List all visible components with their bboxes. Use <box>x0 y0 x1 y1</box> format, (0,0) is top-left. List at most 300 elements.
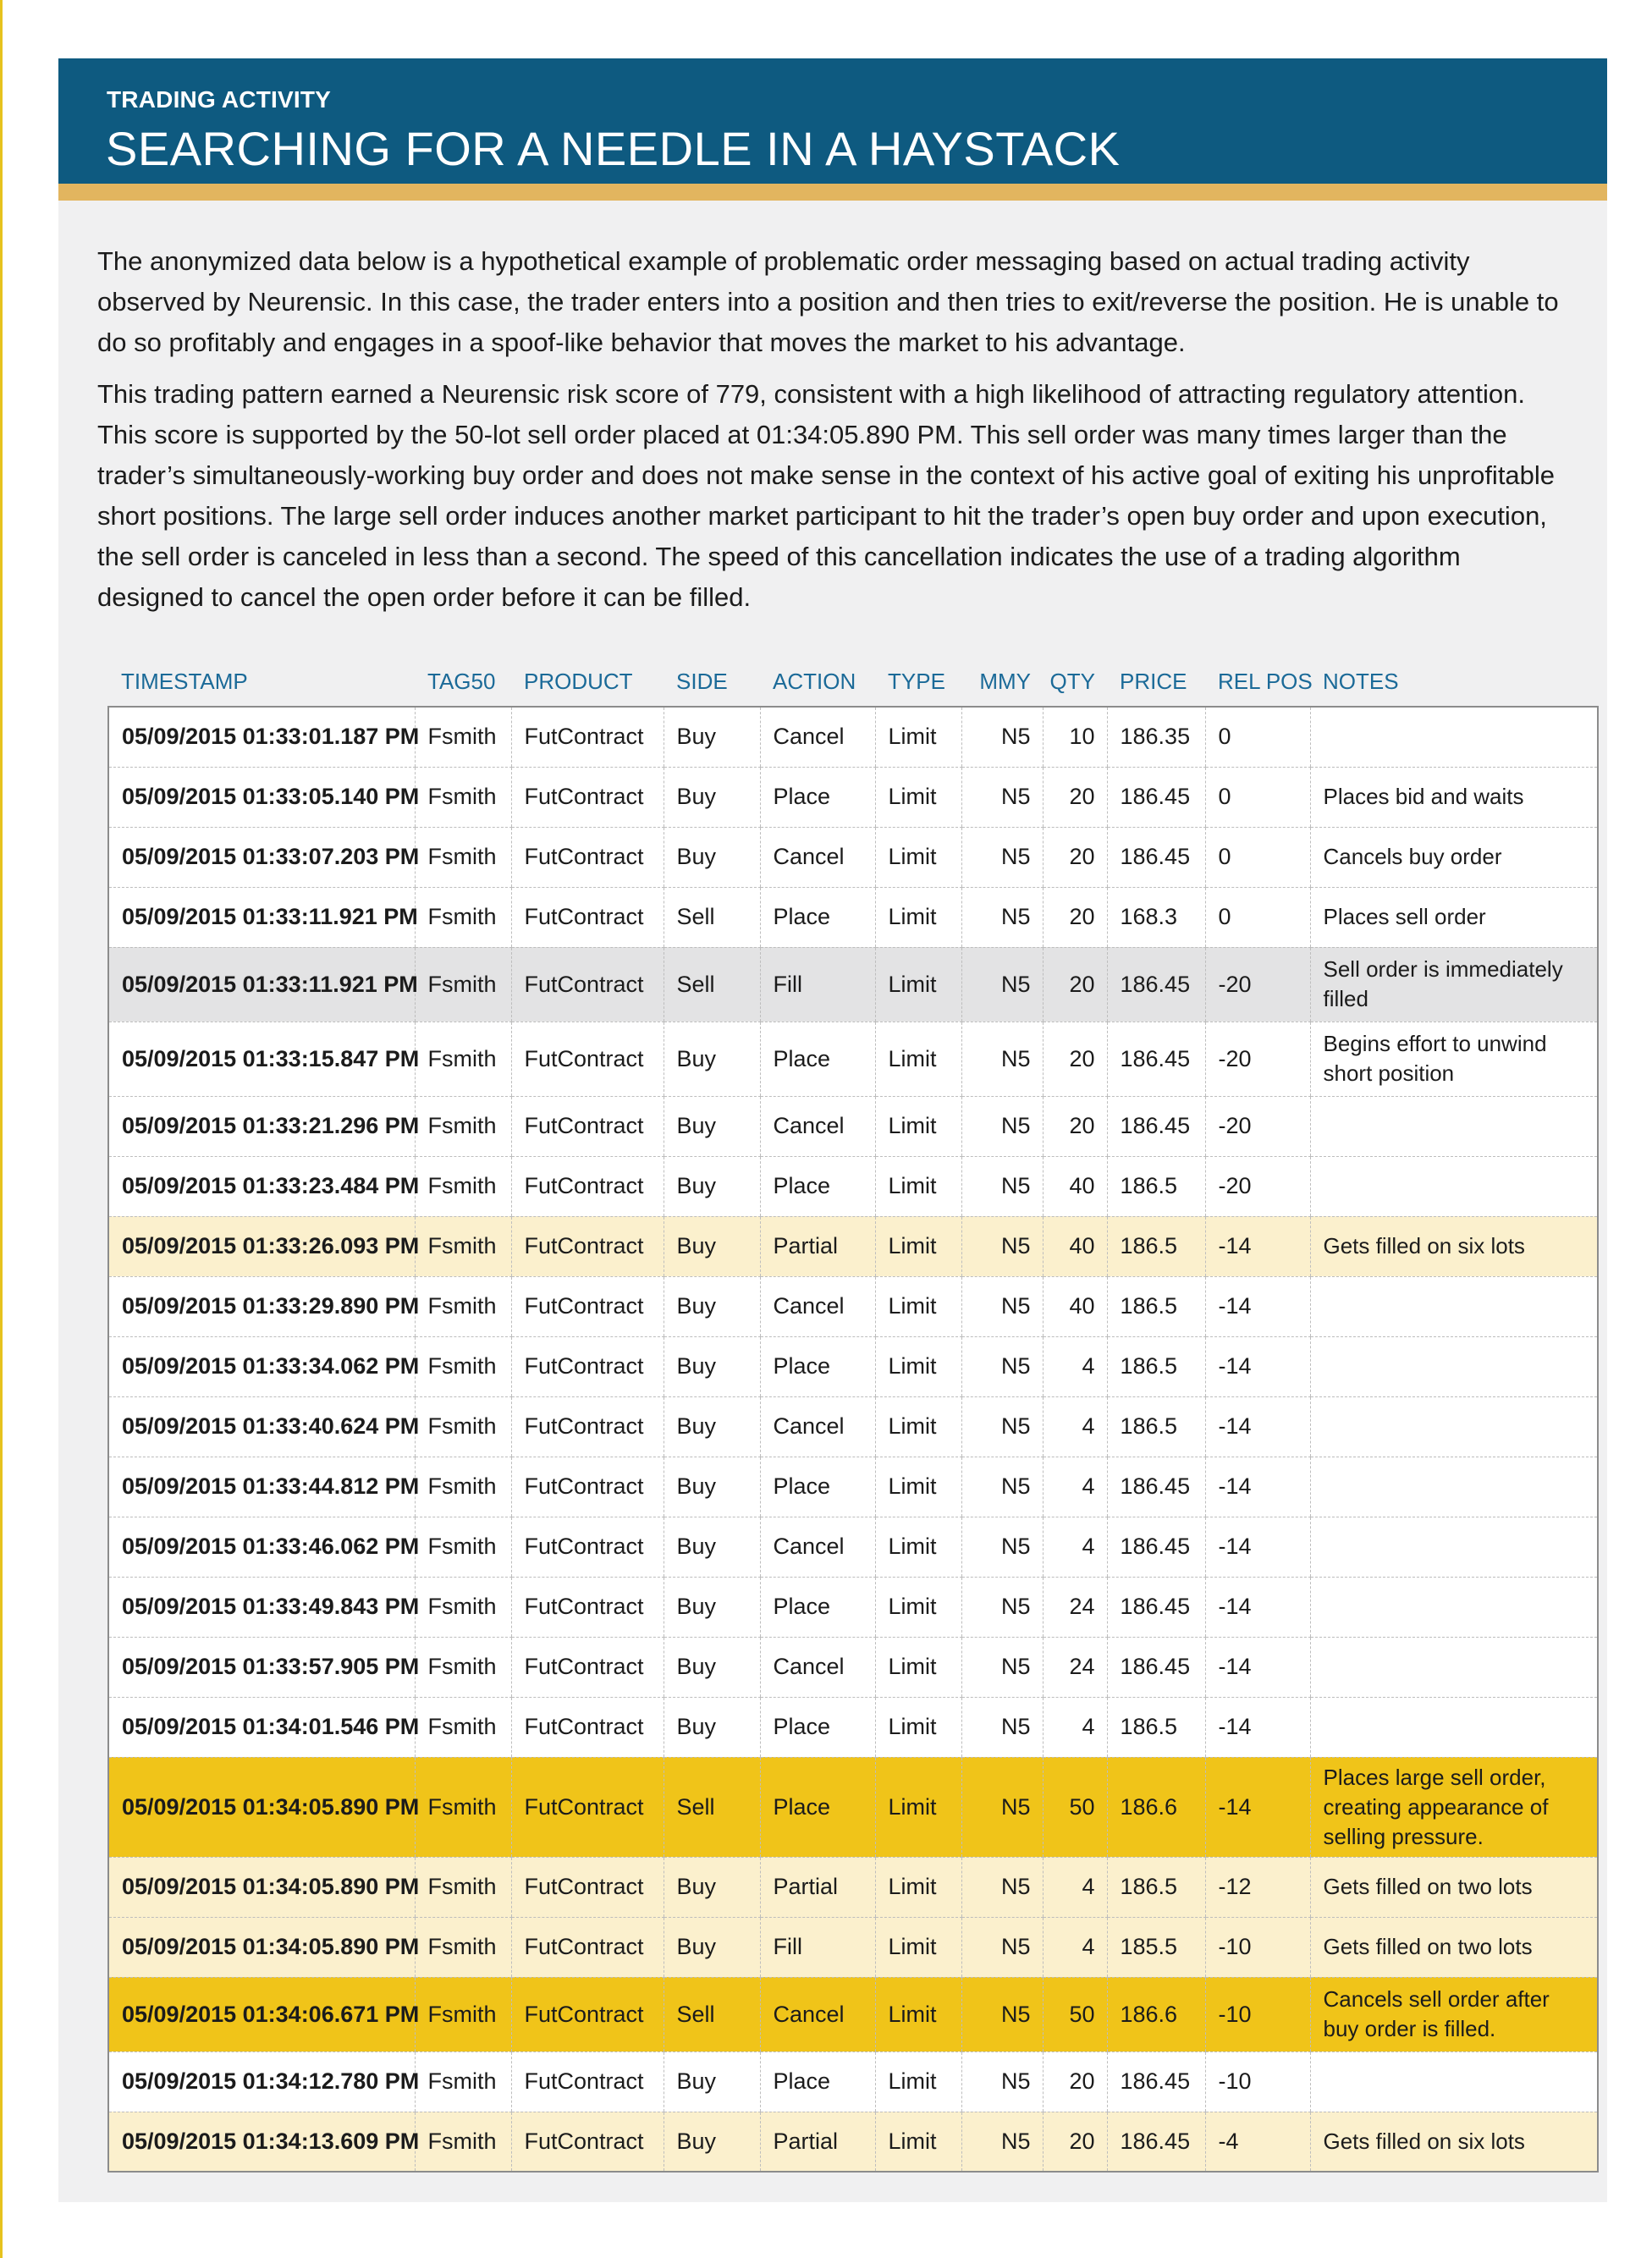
cell-timestamp: 05/09/2015 01:34:13.609 PM <box>108 2112 415 2172</box>
cell-mmy: N5 <box>961 1336 1043 1396</box>
cell-notes <box>1310 1396 1598 1457</box>
table-row <box>108 1156 1598 1216</box>
cell-action: Place <box>760 2051 875 2112</box>
cell-qty: 20 <box>1043 767 1107 827</box>
cell-mmy: N5 <box>961 1757 1043 1857</box>
cell-notes: Sell order is immediately filled <box>1310 947 1598 1022</box>
intro-paragraph-1: The anonymized data below is a hypothetical example of problematic order messaging based on actual trading activity observed by Neurensic. In this case, the trader enters into a position and then tries to exit/reverse the position. He is unable to do so profitably and engages in a spoof-like behavior that moves the market to his advantage. <box>97 246 1559 357</box>
cell-side: Buy <box>664 1637 760 1697</box>
cell-action: Place <box>760 887 875 947</box>
cell-rel-pos: -14 <box>1205 1757 1310 1857</box>
cell-action: Partial <box>760 2112 875 2172</box>
cell-mmy: N5 <box>961 1697 1043 1757</box>
table-row <box>108 767 1598 827</box>
col-header-notes: NOTES <box>1323 668 1399 694</box>
cell-product: FutContract <box>511 827 664 887</box>
cell-notes <box>1310 1457 1598 1517</box>
cell-product: FutContract <box>511 767 664 827</box>
cell-notes: Gets filled on two lots <box>1310 1857 1598 1917</box>
cell-product: FutContract <box>511 1022 664 1096</box>
col-header-qty: QTY <box>1049 668 1095 694</box>
cell-type: Limit <box>875 1917 961 1977</box>
table-row <box>108 947 1598 1022</box>
cell-product: FutContract <box>511 1096 664 1156</box>
cell-side: Buy <box>664 1857 760 1917</box>
table-body <box>108 707 1598 2172</box>
cell-price: 186.5 <box>1107 1697 1205 1757</box>
cell-timestamp: 05/09/2015 01:33:21.296 PM <box>108 1096 415 1156</box>
cell-rel-pos: -20 <box>1205 1156 1310 1216</box>
cell-qty: 40 <box>1043 1156 1107 1216</box>
cell-side: Buy <box>664 1156 760 1216</box>
cell-qty: 20 <box>1043 1096 1107 1156</box>
table-row <box>108 1216 1598 1276</box>
cell-product: FutContract <box>511 2051 664 2112</box>
cell-price: 186.5 <box>1107 1857 1205 1917</box>
cell-product: FutContract <box>511 947 664 1022</box>
cell-notes: Gets filled on six lots <box>1310 2112 1598 2172</box>
cell-product: FutContract <box>511 1156 664 1216</box>
cell-product: FutContract <box>511 1336 664 1396</box>
table-row <box>108 1697 1598 1757</box>
cell-timestamp: 05/09/2015 01:34:05.890 PM <box>108 1857 415 1917</box>
cell-mmy: N5 <box>961 1022 1043 1096</box>
cell-price: 185.5 <box>1107 1917 1205 1977</box>
cell-timestamp: 05/09/2015 01:33:49.843 PM <box>108 1577 415 1637</box>
cell-rel-pos: -14 <box>1205 1336 1310 1396</box>
cell-price: 186.45 <box>1107 2112 1205 2172</box>
cell-action: Cancel <box>760 1637 875 1697</box>
cell-price: 186.5 <box>1107 1396 1205 1457</box>
cell-timestamp: 05/09/2015 01:34:12.780 PM <box>108 2051 415 2112</box>
cell-type: Limit <box>875 1096 961 1156</box>
cell-side: Buy <box>664 2051 760 2112</box>
cell-rel-pos: 0 <box>1205 707 1310 767</box>
cell-product: FutContract <box>511 1857 664 1917</box>
header-stripe <box>58 184 1607 201</box>
cell-qty: 4 <box>1043 1517 1107 1577</box>
cell-tag50: Fsmith <box>415 827 511 887</box>
cell-mmy: N5 <box>961 1857 1043 1917</box>
intro-paragraph-2: This trading pattern earned a Neurensic risk score of 779, consistent with a high likelihood of attracting regulatory attention. This score is supported by the 50-lot sell order placed at 01:34:05.890 PM. This sell order was many times larger than the trader’s simultaneously-working buy order and does not make sense in the context of his active goal of exiting his unprofitable short positions. The large sell order induces another market participant to hit the trader’s open buy order and upon execution, the sell order is canceled in less than a second. The speed of this cancellation indicates the use of a trading algorithm designed to cancel the open order before it can be filled. <box>97 379 1556 612</box>
cell-mmy: N5 <box>961 887 1043 947</box>
cell-qty: 20 <box>1043 2051 1107 2112</box>
cell-timestamp: 05/09/2015 01:34:05.890 PM <box>108 1917 415 1977</box>
cell-mmy: N5 <box>961 947 1043 1022</box>
cell-timestamp: 05/09/2015 01:33:46.062 PM <box>108 1517 415 1577</box>
table-row <box>108 1096 1598 1156</box>
cell-rel-pos: -14 <box>1205 1517 1310 1577</box>
cell-type: Limit <box>875 1517 961 1577</box>
cell-timestamp: 05/09/2015 01:33:26.093 PM <box>108 1216 415 1276</box>
cell-rel-pos: -14 <box>1205 1276 1310 1336</box>
cell-notes <box>1310 1276 1598 1336</box>
cell-notes: Places large sell order, creating appearance of selling pressure. <box>1310 1757 1598 1857</box>
intro-text <box>97 241 1574 629</box>
cell-qty: 20 <box>1043 947 1107 1022</box>
col-header-type: TYPE <box>888 668 945 694</box>
cell-mmy: N5 <box>961 1457 1043 1517</box>
cell-side: Buy <box>664 827 760 887</box>
cell-product: FutContract <box>511 707 664 767</box>
cell-notes <box>1310 2051 1598 2112</box>
cell-price: 186.5 <box>1107 1336 1205 1396</box>
cell-type: Limit <box>875 1637 961 1697</box>
cell-rel-pos: 0 <box>1205 827 1310 887</box>
cell-tag50: Fsmith <box>415 1396 511 1457</box>
col-header-tag50: TAG50 <box>427 668 496 694</box>
table-row <box>108 887 1598 947</box>
cell-action: Partial <box>760 1216 875 1276</box>
cell-price: 186.45 <box>1107 1637 1205 1697</box>
cell-tag50: Fsmith <box>415 1156 511 1216</box>
cell-price: 186.45 <box>1107 1022 1205 1096</box>
cell-rel-pos: 0 <box>1205 887 1310 947</box>
table-row <box>108 707 1598 767</box>
cell-rel-pos: -10 <box>1205 1917 1310 1977</box>
cell-product: FutContract <box>511 1757 664 1857</box>
cell-qty: 40 <box>1043 1216 1107 1276</box>
cell-mmy: N5 <box>961 1396 1043 1457</box>
cell-mmy: N5 <box>961 2051 1043 2112</box>
cell-timestamp: 05/09/2015 01:34:01.546 PM <box>108 1697 415 1757</box>
cell-qty: 4 <box>1043 1336 1107 1396</box>
cell-tag50: Fsmith <box>415 2112 511 2172</box>
cell-action: Place <box>760 1336 875 1396</box>
cell-type: Limit <box>875 1022 961 1096</box>
cell-qty: 20 <box>1043 1022 1107 1096</box>
cell-timestamp: 05/09/2015 01:33:34.062 PM <box>108 1336 415 1396</box>
cell-mmy: N5 <box>961 1517 1043 1577</box>
cell-notes: Places bid and waits <box>1310 767 1598 827</box>
cell-tag50: Fsmith <box>415 2051 511 2112</box>
cell-side: Buy <box>664 1697 760 1757</box>
cell-qty: 50 <box>1043 1977 1107 2051</box>
table-row <box>108 827 1598 887</box>
trading-activity-table <box>107 657 1599 2173</box>
cell-timestamp: 05/09/2015 01:33:40.624 PM <box>108 1396 415 1457</box>
cell-type: Limit <box>875 1757 961 1857</box>
cell-rel-pos: -14 <box>1205 1637 1310 1697</box>
cell-tag50: Fsmith <box>415 887 511 947</box>
col-header-price: PRICE <box>1120 668 1187 694</box>
cell-price: 186.6 <box>1107 1757 1205 1857</box>
cell-action: Place <box>760 767 875 827</box>
cell-side: Sell <box>664 1977 760 2051</box>
cell-tag50: Fsmith <box>415 767 511 827</box>
table-row <box>108 1757 1598 1857</box>
cell-side: Sell <box>664 947 760 1022</box>
section-header <box>58 58 1607 184</box>
section-kicker: TRADING ACTIVITY <box>107 86 332 113</box>
cell-rel-pos: -14 <box>1205 1697 1310 1757</box>
cell-type: Limit <box>875 1156 961 1216</box>
col-header-rel-pos: REL POS <box>1218 668 1313 694</box>
cell-tag50: Fsmith <box>415 1697 511 1757</box>
cell-tag50: Fsmith <box>415 1977 511 2051</box>
cell-qty: 20 <box>1043 827 1107 887</box>
table-row <box>108 1457 1598 1517</box>
cell-product: FutContract <box>511 1457 664 1517</box>
cell-type: Limit <box>875 707 961 767</box>
cell-type: Limit <box>875 767 961 827</box>
cell-side: Buy <box>664 1216 760 1276</box>
table-row <box>108 2051 1598 2112</box>
cell-timestamp: 05/09/2015 01:33:01.187 PM <box>108 707 415 767</box>
cell-tag50: Fsmith <box>415 1517 511 1577</box>
cell-tag50: Fsmith <box>415 947 511 1022</box>
cell-rel-pos: -14 <box>1205 1457 1310 1517</box>
cell-side: Buy <box>664 1457 760 1517</box>
cell-notes <box>1310 1637 1598 1697</box>
cell-price: 186.35 <box>1107 707 1205 767</box>
cell-qty: 50 <box>1043 1757 1107 1857</box>
cell-product: FutContract <box>511 1396 664 1457</box>
cell-action: Place <box>760 1457 875 1517</box>
cell-rel-pos: -4 <box>1205 2112 1310 2172</box>
col-header-timestamp: TIMESTAMP <box>121 668 248 694</box>
cell-price: 186.5 <box>1107 1276 1205 1336</box>
table-row <box>108 1022 1598 1096</box>
cell-action: Cancel <box>760 1517 875 1577</box>
cell-product: FutContract <box>511 887 664 947</box>
cell-price: 186.45 <box>1107 947 1205 1022</box>
cell-type: Limit <box>875 1396 961 1457</box>
cell-mmy: N5 <box>961 2112 1043 2172</box>
cell-price: 186.45 <box>1107 1096 1205 1156</box>
cell-product: FutContract <box>511 1577 664 1637</box>
article-panel <box>58 58 1607 2202</box>
cell-price: 186.45 <box>1107 827 1205 887</box>
cell-tag50: Fsmith <box>415 1022 511 1096</box>
cell-rel-pos: -14 <box>1205 1216 1310 1276</box>
cell-notes: Begins effort to unwind short position <box>1310 1022 1598 1096</box>
col-header-mmy: MMY <box>979 668 1031 694</box>
cell-action: Cancel <box>760 1977 875 2051</box>
cell-side: Buy <box>664 1396 760 1457</box>
cell-notes <box>1310 707 1598 767</box>
cell-side: Sell <box>664 887 760 947</box>
cell-timestamp: 05/09/2015 01:33:29.890 PM <box>108 1276 415 1336</box>
cell-type: Limit <box>875 887 961 947</box>
cell-notes: Places sell order <box>1310 887 1598 947</box>
cell-rel-pos: -20 <box>1205 947 1310 1022</box>
cell-product: FutContract <box>511 2112 664 2172</box>
cell-action: Cancel <box>760 827 875 887</box>
cell-rel-pos: -10 <box>1205 2051 1310 2112</box>
cell-rel-pos: -20 <box>1205 1022 1310 1096</box>
cell-timestamp: 05/09/2015 01:34:06.671 PM <box>108 1977 415 2051</box>
table-row <box>108 1517 1598 1577</box>
cell-side: Buy <box>664 1517 760 1577</box>
cell-product: FutContract <box>511 1517 664 1577</box>
cell-notes: Cancels buy order <box>1310 827 1598 887</box>
cell-type: Limit <box>875 1577 961 1637</box>
cell-notes <box>1310 1096 1598 1156</box>
cell-side: Buy <box>664 767 760 827</box>
cell-timestamp: 05/09/2015 01:33:15.847 PM <box>108 1022 415 1096</box>
cell-type: Limit <box>875 1276 961 1336</box>
cell-mmy: N5 <box>961 1096 1043 1156</box>
cell-notes <box>1310 1697 1598 1757</box>
cell-action: Place <box>760 1577 875 1637</box>
cell-qty: 40 <box>1043 1276 1107 1336</box>
cell-action: Place <box>760 1022 875 1096</box>
cell-action: Fill <box>760 1917 875 1977</box>
cell-tag50: Fsmith <box>415 707 511 767</box>
cell-mmy: N5 <box>961 827 1043 887</box>
cell-notes <box>1310 1156 1598 1216</box>
cell-side: Buy <box>664 1276 760 1336</box>
cell-action: Cancel <box>760 1276 875 1336</box>
cell-qty: 4 <box>1043 1457 1107 1517</box>
table-row <box>108 1276 1598 1336</box>
table-row <box>108 1977 1598 2051</box>
cell-tag50: Fsmith <box>415 1216 511 1276</box>
cell-action: Fill <box>760 947 875 1022</box>
cell-notes: Gets filled on two lots <box>1310 1917 1598 1977</box>
cell-timestamp: 05/09/2015 01:33:07.203 PM <box>108 827 415 887</box>
cell-price: 186.6 <box>1107 1977 1205 2051</box>
cell-price: 186.45 <box>1107 767 1205 827</box>
cell-action: Place <box>760 1156 875 1216</box>
cell-qty: 10 <box>1043 707 1107 767</box>
table-row <box>108 1857 1598 1917</box>
cell-type: Limit <box>875 1697 961 1757</box>
table-row <box>108 1917 1598 1977</box>
col-header-action: ACTION <box>773 668 856 694</box>
cell-timestamp: 05/09/2015 01:33:23.484 PM <box>108 1156 415 1216</box>
cell-product: FutContract <box>511 1917 664 1977</box>
table-row <box>108 1577 1598 1637</box>
cell-timestamp: 05/09/2015 01:33:11.921 PM <box>108 887 415 947</box>
cell-price: 186.45 <box>1107 1577 1205 1637</box>
table-row <box>108 1637 1598 1697</box>
cell-timestamp: 05/09/2015 01:33:57.905 PM <box>108 1637 415 1697</box>
cell-notes <box>1310 1577 1598 1637</box>
cell-action: Cancel <box>760 1096 875 1156</box>
cell-rel-pos: -20 <box>1205 1096 1310 1156</box>
cell-action: Cancel <box>760 707 875 767</box>
table-row <box>108 2112 1598 2172</box>
cell-rel-pos: -10 <box>1205 1977 1310 2051</box>
cell-side: Buy <box>664 2112 760 2172</box>
cell-type: Limit <box>875 1977 961 2051</box>
trading-activity-table-wrap <box>107 657 1597 2173</box>
cell-tag50: Fsmith <box>415 1276 511 1336</box>
cell-mmy: N5 <box>961 1637 1043 1697</box>
cell-tag50: Fsmith <box>415 1577 511 1637</box>
cell-notes: Cancels sell order after buy order is filled. <box>1310 1977 1598 2051</box>
cell-qty: 20 <box>1043 887 1107 947</box>
cell-tag50: Fsmith <box>415 1757 511 1857</box>
cell-mmy: N5 <box>961 1156 1043 1216</box>
cell-type: Limit <box>875 2112 961 2172</box>
cell-notes <box>1310 1336 1598 1396</box>
cell-tag50: Fsmith <box>415 1336 511 1396</box>
cell-mmy: N5 <box>961 767 1043 827</box>
cell-side: Buy <box>664 1336 760 1396</box>
cell-timestamp: 05/09/2015 01:33:44.812 PM <box>108 1457 415 1517</box>
cell-product: FutContract <box>511 1637 664 1697</box>
cell-mmy: N5 <box>961 1276 1043 1336</box>
cell-side: Buy <box>664 1917 760 1977</box>
cell-timestamp: 05/09/2015 01:33:05.140 PM <box>108 767 415 827</box>
cell-price: 186.5 <box>1107 1156 1205 1216</box>
table-header-row <box>108 657 1598 707</box>
cell-mmy: N5 <box>961 1577 1043 1637</box>
cell-action: Partial <box>760 1857 875 1917</box>
cell-qty: 4 <box>1043 1396 1107 1457</box>
cell-side: Buy <box>664 1096 760 1156</box>
cell-qty: 4 <box>1043 1857 1107 1917</box>
cell-qty: 4 <box>1043 1917 1107 1977</box>
cell-mmy: N5 <box>961 707 1043 767</box>
cell-mmy: N5 <box>961 1977 1043 2051</box>
cell-side: Buy <box>664 1577 760 1637</box>
cell-type: Limit <box>875 1857 961 1917</box>
cell-rel-pos: -14 <box>1205 1577 1310 1637</box>
cell-price: 168.3 <box>1107 887 1205 947</box>
cell-price: 186.45 <box>1107 1457 1205 1517</box>
cell-action: Place <box>760 1697 875 1757</box>
cell-qty: 20 <box>1043 2112 1107 2172</box>
cell-side: Sell <box>664 1757 760 1857</box>
cell-qty: 24 <box>1043 1577 1107 1637</box>
cell-tag50: Fsmith <box>415 1637 511 1697</box>
cell-product: FutContract <box>511 1216 664 1276</box>
cell-qty: 4 <box>1043 1697 1107 1757</box>
cell-product: FutContract <box>511 1276 664 1336</box>
cell-type: Limit <box>875 1457 961 1517</box>
cell-notes <box>1310 1517 1598 1577</box>
cell-product: FutContract <box>511 1697 664 1757</box>
cell-price: 186.5 <box>1107 1216 1205 1276</box>
cell-notes: Gets filled on six lots <box>1310 1216 1598 1276</box>
cell-tag50: Fsmith <box>415 1096 511 1156</box>
cell-action: Place <box>760 1757 875 1857</box>
cell-mmy: N5 <box>961 1216 1043 1276</box>
cell-mmy: N5 <box>961 1917 1043 1977</box>
cell-type: Limit <box>875 2051 961 2112</box>
cell-action: Cancel <box>760 1396 875 1457</box>
cell-price: 186.45 <box>1107 1517 1205 1577</box>
cell-price: 186.45 <box>1107 2051 1205 2112</box>
cell-side: Buy <box>664 707 760 767</box>
cell-type: Limit <box>875 1216 961 1276</box>
cell-timestamp: 05/09/2015 01:33:11.921 PM <box>108 947 415 1022</box>
cell-type: Limit <box>875 947 961 1022</box>
table-row <box>108 1396 1598 1457</box>
cell-rel-pos: 0 <box>1205 767 1310 827</box>
cell-side: Buy <box>664 1022 760 1096</box>
cell-tag50: Fsmith <box>415 1917 511 1977</box>
cell-tag50: Fsmith <box>415 1457 511 1517</box>
col-header-side: SIDE <box>676 668 728 694</box>
cell-product: FutContract <box>511 1977 664 2051</box>
cell-rel-pos: -14 <box>1205 1396 1310 1457</box>
cell-type: Limit <box>875 1336 961 1396</box>
left-accent-rule <box>0 0 3 2258</box>
table-row <box>108 1336 1598 1396</box>
cell-type: Limit <box>875 827 961 887</box>
cell-qty: 24 <box>1043 1637 1107 1697</box>
page-title: SEARCHING FOR A NEEDLE IN A HAYSTACK <box>106 122 1121 175</box>
cell-tag50: Fsmith <box>415 1857 511 1917</box>
col-header-product: PRODUCT <box>524 668 633 694</box>
cell-timestamp: 05/09/2015 01:34:05.890 PM <box>108 1757 415 1857</box>
cell-rel-pos: -12 <box>1205 1857 1310 1917</box>
